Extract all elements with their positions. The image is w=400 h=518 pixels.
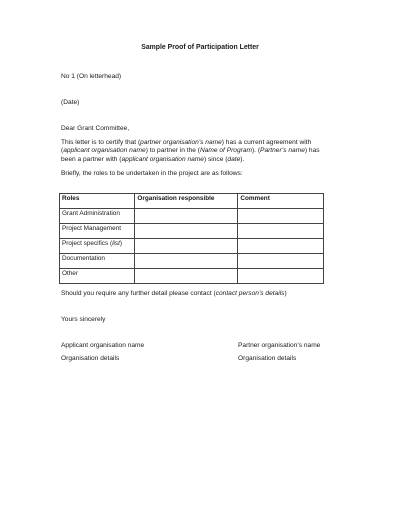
further-text-b: ) [284, 290, 287, 297]
table-header-row [60, 194, 324, 209]
further-text-a: Should you require any further detail please contact ( [61, 290, 216, 297]
comment-cell [238, 239, 324, 254]
program-name-placeholder: Name of Program [199, 147, 252, 155]
partner-signature-name: Partner organisation’s name [238, 342, 321, 349]
cert-text-a: This letter is to certify that ( [61, 139, 141, 146]
role-text: Project specifics ( [62, 240, 113, 247]
cert-text-b: ) has a current agreement with ( [61, 139, 312, 155]
table-row [60, 254, 324, 269]
certification-paragraph [61, 139, 331, 164]
organisation-cell [135, 209, 238, 224]
cert-text-d: ). ( [251, 147, 261, 155]
partner-organisation-details: Organisation details [238, 355, 297, 362]
roles-table [59, 193, 324, 284]
comment-cell [238, 224, 324, 239]
applicant-name-placeholder-2: applicant organisation name [121, 155, 204, 163]
table-row [60, 209, 324, 224]
partner-short-placeholder: Partner’s name [260, 147, 305, 155]
further-detail-line [61, 290, 287, 298]
cert-text-f: ) since ( [203, 155, 228, 163]
role-cell: Other [60, 269, 135, 284]
cert-text-c: ) to partner in the ( [145, 147, 200, 155]
sign-off: Yours sincerely [61, 316, 106, 323]
comment-cell [238, 209, 324, 224]
organisation-cell [135, 254, 238, 269]
date-placeholder: (Date) [61, 99, 80, 106]
role-note: list [112, 240, 120, 247]
roles-intro: Briefly, the roles to be undertaken in the project are as follows: [61, 170, 243, 177]
applicant-organisation-details: Organisation details [61, 355, 120, 362]
role-cell: Documentation [60, 254, 135, 269]
header-comment: Comment [238, 194, 324, 209]
role-cell [60, 239, 135, 254]
salutation: Dear Grant Committee, [61, 125, 130, 132]
role-cell: Grant Administration [60, 209, 135, 224]
table-row [60, 269, 324, 284]
partner-name-placeholder: partner organisation’s name [140, 139, 222, 146]
cert-text-e: ) has been a partner with ( [61, 147, 320, 163]
applicant-signature-name: Applicant organisation name [61, 342, 145, 349]
letter-title: Sample Proof of Participation Letter [141, 44, 259, 51]
organisation-cell [135, 224, 238, 239]
role-close: ) [119, 240, 123, 247]
comment-cell [238, 254, 324, 269]
organisation-cell [135, 239, 238, 254]
role-cell: Project Management [60, 224, 135, 239]
comment-cell [238, 269, 324, 284]
table-row [60, 224, 324, 239]
header-roles: Roles [60, 194, 135, 209]
date-placeholder-inline: date [227, 155, 241, 163]
table-row [60, 239, 324, 254]
contact-placeholder: contact person’s details [215, 290, 285, 297]
applicant-name-placeholder: applicant organisation name [63, 147, 146, 155]
header-organisation-responsible: Organisation responsible [135, 194, 238, 209]
organisation-cell [135, 269, 238, 284]
cert-text-g: ). [240, 155, 245, 163]
letterhead-reference: No 1 (On letterhead) [61, 73, 122, 80]
